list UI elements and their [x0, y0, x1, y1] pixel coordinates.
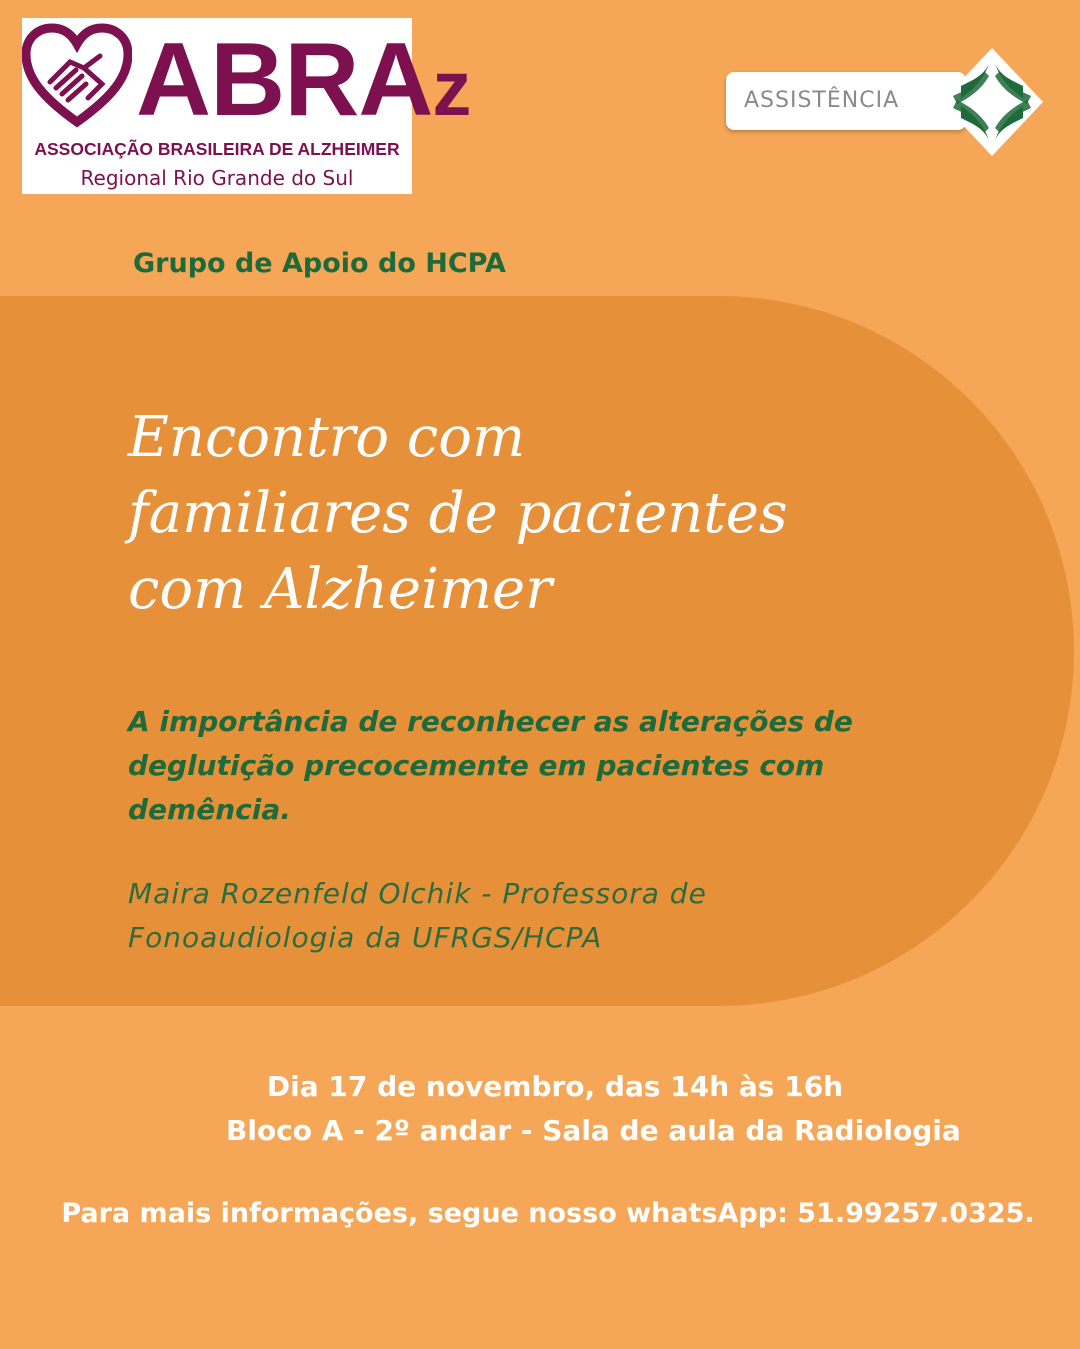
subtitle-line: demência.	[128, 793, 291, 826]
talk-subtitle	[128, 700, 928, 832]
logo-wordmark	[136, 20, 470, 148]
assistencia-badge	[726, 72, 966, 130]
headline-line: familiares de pacientes	[128, 481, 788, 546]
headline	[128, 400, 948, 628]
event-place: Bloco A - 2º andar - Sala de aula da Radiologia	[226, 1114, 961, 1147]
group-title: Grupo de Apoio do HCPA	[133, 248, 506, 279]
badge-label: ASSISTÊNCIA	[744, 88, 900, 113]
event-contact: Para mais informações, segue nosso whatsApp: 51.99257.0325.	[61, 1198, 1035, 1229]
abraz-logo	[22, 18, 471, 194]
headline-line: com Alzheimer	[128, 557, 552, 622]
speaker-info	[128, 872, 928, 960]
logo-full-name: ASSOCIAÇÃO BRASILEIRA DE ALZHEIMER	[34, 139, 400, 159]
subtitle-line: deglutição precocemente em pacientes com	[128, 749, 825, 782]
headline-line: Encontro com	[128, 405, 526, 470]
subtitle-line: A importância de reconhecer as alterações de	[128, 705, 853, 738]
wordmark-main: ABRA	[136, 22, 433, 138]
green-emblem-icon	[939, 46, 1045, 158]
speaker-line: Fonoaudiologia da UFRGS/HCPA	[128, 921, 603, 954]
wordmark-end: z	[432, 44, 471, 132]
speaker-line: Maira Rozenfeld Olchik - Professora de	[128, 877, 707, 910]
heart-handshake-icon	[22, 22, 132, 132]
logo-regional: Regional Rio Grande do Sul	[80, 166, 354, 190]
event-date: Dia 17 de novembro, das 14h às 16h	[266, 1070, 844, 1103]
